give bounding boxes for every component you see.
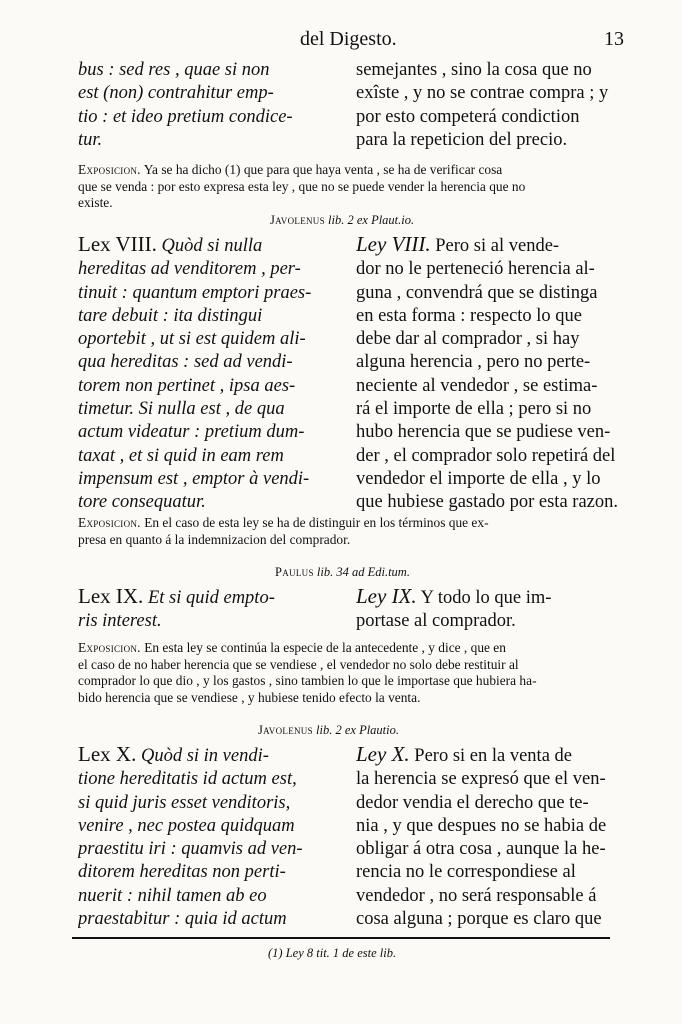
text-line: semejantes , sino la cosa que no	[356, 60, 592, 80]
spanish-text-block-1	[356, 59, 626, 152]
footnote: (1) Ley 8 tit. 1 de este lib.	[268, 946, 397, 960]
text-line: exîste , y no se contrae compra ; y	[356, 83, 609, 104]
text-line: taxat , et si quid in eam rem	[78, 445, 284, 466]
spanish-ley-8	[356, 233, 626, 515]
ley-label: Ley IX.	[356, 585, 417, 608]
text-line: bus : sed res , quae si non	[78, 60, 270, 80]
attribution-2	[275, 565, 410, 580]
text-line: por esto competerá condiction	[356, 106, 580, 127]
text-line: hereditas ad venditorem , per-	[78, 259, 301, 280]
text-line: Pero si al vende-	[430, 236, 560, 256]
text-line: neciente al vendedor , se estima-	[356, 375, 598, 396]
text-line: dedor vendia el derecho que te-	[356, 792, 589, 813]
exposition-1	[78, 162, 630, 212]
attribution-author: Javolenus	[258, 723, 313, 737]
text-line: tore consequatur.	[78, 492, 206, 513]
ley-label: Ley VIII.	[356, 233, 431, 256]
text-line: si quid juris esset venditoris,	[78, 792, 291, 813]
text-line: ditorem hereditas non perti-	[78, 862, 286, 883]
attribution-reference: lib. 34 ad Edi.tum.	[316, 565, 410, 579]
text-line: alguna herencia , pero no perte-	[356, 352, 591, 373]
text-line: Ya se ha dicho (1) que para que haya venta , se ha de verificar cosa	[140, 162, 503, 177]
text-line: nia , y que despues no se habia de	[356, 815, 607, 836]
attribution-reference: lib. 2 ex Plaut.io.	[328, 213, 415, 227]
text-line: tio : et ideo pretium condice-	[78, 106, 293, 127]
ley-label: Ley X.	[356, 743, 410, 766]
text-line: actum videatur : pretium dum-	[78, 422, 305, 443]
lex-label: Lex IX.	[78, 585, 144, 608]
text-line: nuerit : nihil tamen ab eo	[78, 885, 267, 906]
text-line: tare debuit : ita distingui	[78, 305, 263, 326]
text-line: bido herencia que se vendiese , y hubiese tenido efecto la venta.	[78, 689, 421, 705]
text-line: que se venda : por esto expresa esta ley , que no se puede vender la herencia que no	[78, 178, 526, 194]
text-line: hubo herencia que se pudiese ven-	[356, 422, 611, 443]
text-line: praestitu iri : quamvis ad ven-	[78, 839, 303, 860]
text-line: para la repeticion del precio.	[356, 129, 568, 150]
text-line: presa en quanto á la indemnizacion del comprador.	[78, 531, 351, 547]
text-line: guna , convendrá que se distinga	[356, 282, 598, 303]
attribution-3	[258, 723, 399, 738]
text-line: vendedor el importe de ella , y lo	[356, 468, 601, 489]
exposition-label: Exposicion.	[78, 640, 141, 655]
text-line: der , el comprador solo repetirá del	[356, 445, 616, 466]
text-line: venire , nec postea quidquam	[78, 815, 295, 836]
running-title: del Digesto.	[300, 28, 397, 50]
text-line: comprador lo que dio , y los gastos , sino tambien lo que le importase que hubiera ha-	[78, 673, 537, 688]
text-line: timetur. Si nulla est , de qua	[78, 399, 285, 420]
attribution-reference: lib. 2 ex Plautio.	[316, 723, 400, 737]
text-line: vendedor , no será responsable á	[356, 885, 597, 906]
text-line: el caso de no haber herencia que se vendiese , el vendedor no solo debe restituir al	[78, 656, 519, 672]
footnote-rule	[72, 937, 610, 939]
text-line: tione hereditatis id actum est,	[78, 769, 297, 790]
latin-text-block-1	[78, 59, 340, 152]
text-line: obligar á otra cosa , aunque la he-	[356, 839, 606, 860]
text-line: Y todo lo que im-	[416, 588, 552, 608]
text-line: debe dar al comprador , si hay	[356, 329, 580, 350]
attribution-1	[270, 213, 414, 228]
text-line: Pero si en la venta de	[409, 746, 572, 766]
text-line: que hubiese gastado por esta razon.	[356, 492, 618, 513]
text-line: existe.	[78, 195, 113, 210]
spanish-ley-9	[356, 585, 626, 634]
text-line: qua hereditas : sed ad vendi-	[78, 352, 293, 373]
text-line: dor no le perteneció herencia al-	[356, 259, 595, 280]
text-line: cosa alguna ; porque es claro que	[356, 909, 602, 930]
text-line: ris interest.	[78, 611, 162, 632]
latin-lex-10	[78, 743, 340, 931]
text-line: En esta ley se continúa la especie de la antecedente , y dice , que en	[140, 640, 506, 655]
text-line: tur.	[78, 129, 103, 150]
text-line: Et si quid empto-	[143, 588, 275, 608]
text-line: praestabitur : quia id actum	[78, 909, 287, 930]
text-line: en esta forma : respecto lo que	[356, 305, 583, 326]
text-line: est (non) contrahitur emp-	[78, 83, 274, 104]
page-number: 13	[604, 28, 624, 50]
text-line: Quòd si in vendi-	[136, 746, 269, 766]
exposition-2	[78, 515, 630, 548]
spanish-ley-10	[356, 743, 626, 931]
text-line: Quòd si nulla	[156, 236, 263, 256]
exposition-3	[78, 640, 630, 706]
text-line: tinuit : quantum emptori praes-	[78, 282, 312, 303]
latin-lex-8	[78, 233, 340, 515]
exposition-label: Exposicion.	[78, 515, 141, 530]
lex-label: Lex VIII.	[78, 233, 157, 256]
text-line: impensum est , emptor à vendi-	[78, 468, 310, 489]
exposition-label: Exposicion.	[78, 162, 141, 177]
attribution-author: Javolenus	[270, 213, 325, 227]
text-line: rá el importe de ella ; pero si no	[356, 399, 592, 420]
text-line: oportebit , ut si est quidem ali-	[78, 329, 306, 350]
text-line: rencia no le correspondiese al	[356, 862, 576, 883]
lex-label: Lex X.	[78, 743, 137, 766]
attribution-author: Paulus	[275, 565, 314, 579]
latin-lex-9	[78, 585, 340, 634]
text-line: torem non pertinet , ipsa aes-	[78, 375, 296, 396]
text-line: la herencia se expresó que el ven-	[356, 769, 606, 790]
text-line: portase al comprador.	[356, 611, 516, 632]
text-line: En el caso de esta ley se ha de distinguir en los términos que ex-	[140, 515, 489, 530]
